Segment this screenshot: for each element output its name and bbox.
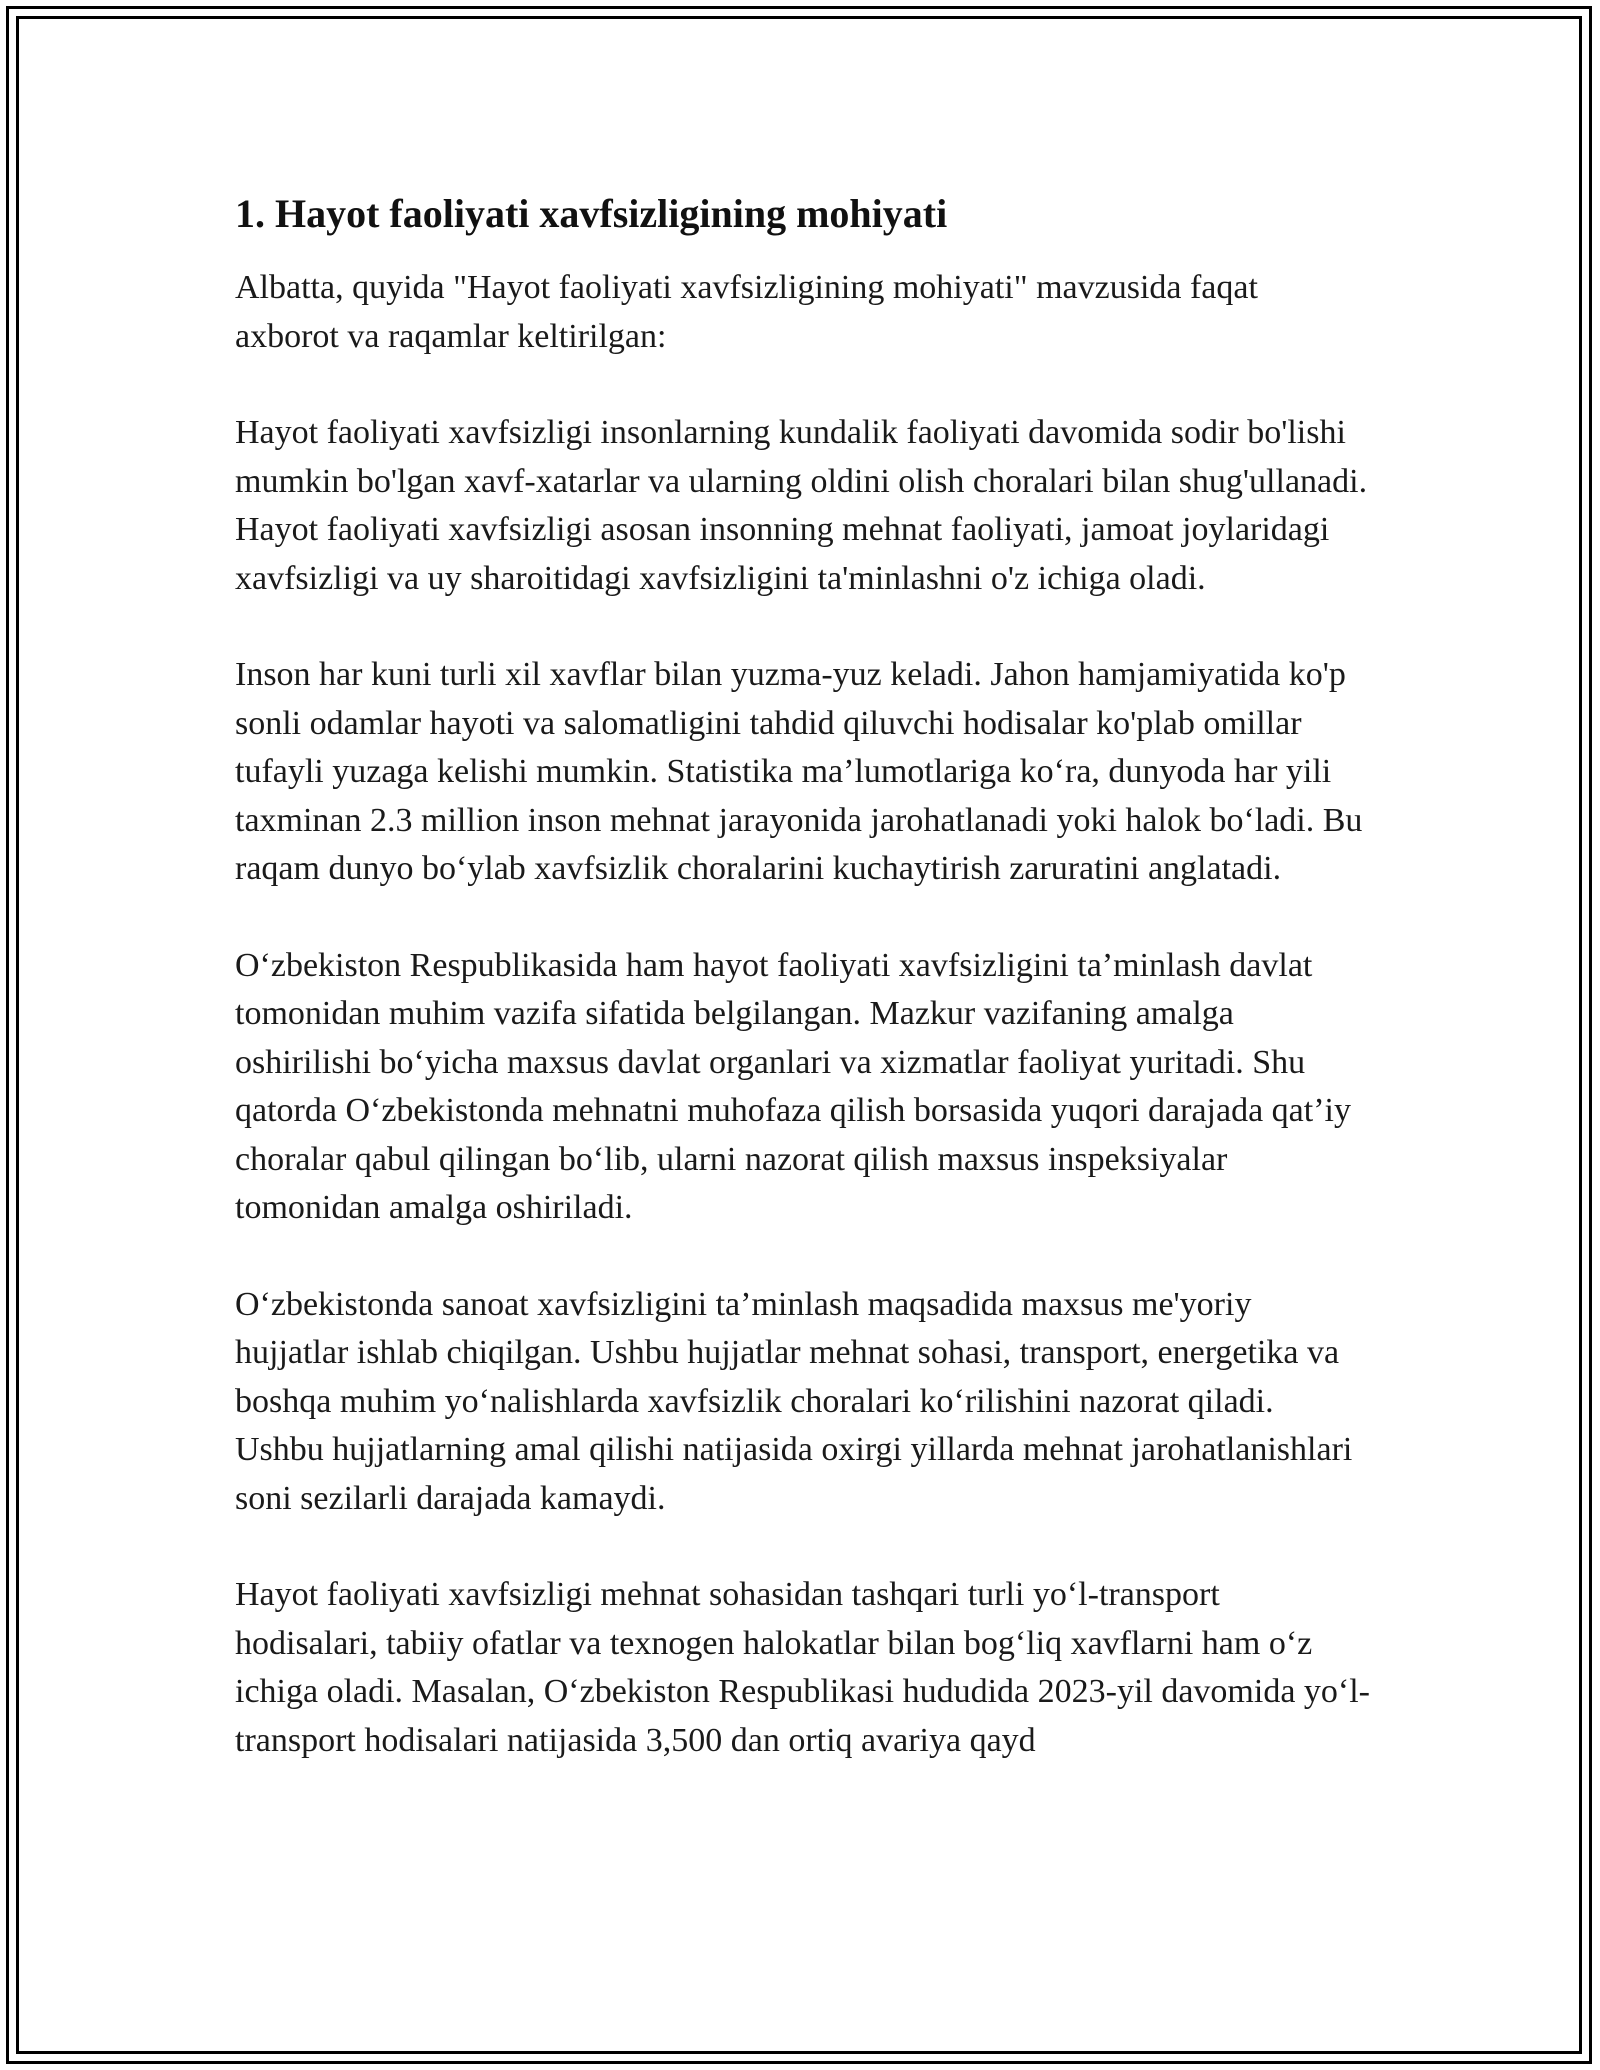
document-body: [235, 188, 1370, 1813]
paragraph-definition: Hayot faoliyati xavfsizligi insonlarning kundalik faoliyati davomida sodir bo'lishi mumkin bo'lgan xavf-xatarlar va ularning oldini olish choralari bilan shug'ullanadi. Hayot faoliyati xavfsizligi asosan insonning mehnat faoliyati, jamoat joylaridagi xavfsizligi va uy sharoitidagi xavfsizligini ta'minlashni o'z ichiga oladi.: [235, 414, 1368, 597]
paragraph-statistics: Inson har kuni turli xil xavflar bilan yuzma-yuz keladi. Jahon hamjamiyatida ko'p sonli odamlar hayoti va salomatligini tahdid qiluvchi hodisalar ko'plab omillar tufayli yuzaga kelishi mumkin. Statistika ma’lumotlariga ko‘ra, dunyoda har yili taxminan 2.3 million inson mehnat jarayonida jarohatlanadi yoki halok bo‘ladi. Bu raqam dunyo bo‘ylab xavfsizlik choralarini kuchaytirish zaruratini anglatadi.: [235, 656, 1363, 887]
paragraph-regulations: O‘zbekistonda sanoat xavfsizligini ta’minlash maqsadida maxsus me'yoriy hujjatlar ishlab chiqilgan. Ushbu hujjatlar mehnat sohasi, transport, energetika va boshqa muhim yo‘nalishlarda xavfsizlik choralari ko‘rilishini nazorat qiladi. Ushbu hujjatlarning amal qilishi natijasida oxirgi yillarda mehnat jarohatlanishlari soni sezilarli darajada kamaydi.: [235, 1285, 1353, 1517]
paragraph-transport: Hayot faoliyati xavfsizligi mehnat sohasidan tashqari turli yo‘l-transport hodisalari, tabiiy ofatlar va texnogen halokatlar bilan bog‘liq xavflarni ham o‘z ichiga oladi. Masalan, O‘zbekiston Respublikasi hududida 2023-yil davomida yo‘l-transport hodisalari natijasida 3,500 dan ortiq avariya qayd: [235, 1576, 1370, 1759]
page-title: 1. Hayot faoliyati xavfsizligining mohiyati: [235, 191, 948, 236]
paragraph-intro: Albatta, quyida "Hayot faoliyati xavfsizligining mohiyati" mavzusida faqat axborot va raqamlar keltirilgan:: [235, 269, 1258, 355]
paragraph-uzbekistan-state: O‘zbekiston Respublikasida ham hayot faoliyati xavfsizligini ta’minlash davlat tomonidan muhim vazifa sifatida belgilangan. Mazkur vazifaning amalga oshirilishi bo‘yicha maxsus davlat organlari va xizmatlar faoliyat yuritadi. Shu qatorda O‘zbekistonda mehnatni muhofaza qilish borsasida yuqori darajada qat’iy choralar qabul qilingan bo‘lib, ularni nazorat qilish maxsus inspeksiyalar tomonidan amalga oshiriladi.: [235, 946, 1351, 1226]
